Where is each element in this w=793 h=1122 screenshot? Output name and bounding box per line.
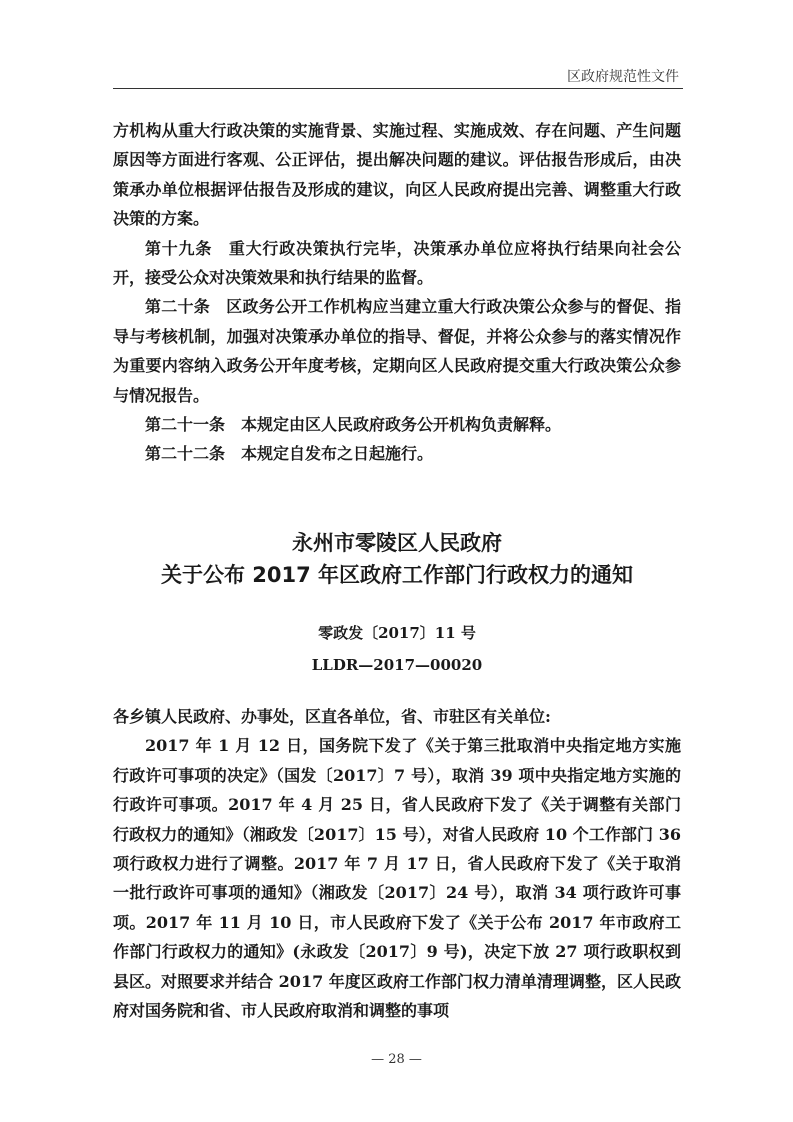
page-number: — 28 —	[371, 1052, 422, 1067]
registration-code: LLDR—2017—00020	[311, 656, 483, 674]
page-header	[113, 62, 683, 89]
section-articles	[113, 116, 681, 469]
notice-paragraph: 2017 年 1 月 12 日，国务院下发了《关于第三批取消中央指定地方实施行政许可事项的决定》（国发〔2017〕7 号），取消 39 项中央指定地方实施的行政许可事项。2017 年 4 月 25 日，省人民政府下发了《关于调整有关部门行政权力的通知》（湘政发〔2017〕15 号），对省人民政府 10 个工作部门 36 项行政权力进行了调整。2017 年 7 月 17 日，省人民政府下发了《关于取消一批行政许可事项的通知》（湘政发〔2017〕24 号），取消 34 项行政许可事项。2017 年 11 月 10 日，市人民政府下发了《关于公布 2017 年市政府工作部门行政权力的通知》(永政发〔2017〕9 号)，决定下放 27 项行政职权到县区。对照要求并结合 2017 年度区政府工作部门权力清单清理调整，区人民政府对国务院和省、市人民政府取消和调整的事项	[113, 736, 681, 1021]
article-21: 第二十一条 本规定由区人民政府政务公开机构负责解释。	[145, 415, 562, 435]
paragraph-continuation: 方机构从重大行政决策的实施背景、实施过程、实施成效、存在问题、产生问题原因等方面进行客观、公正评估，提出解决问题的建议。评估报告形成后，由决策承办单位根据评估报告及形成的建议，向区人民政府提出完善、调整重大行政决策的方案。	[113, 121, 681, 229]
header-title: 区政府规范性文件	[567, 69, 679, 85]
doc-number: 零政发〔2017〕11 号	[318, 624, 476, 642]
notice-title-line2: 关于公布 2017 年区政府工作部门行政权力的通知	[160, 563, 634, 587]
notice-title	[113, 527, 681, 591]
addressee: 各乡镇人民政府、办事处，区直各单位，省、市驻区有关单位:	[113, 707, 551, 726]
article-19: 第十九条 重大行政决策执行完毕，决策承办单位应将执行结果向社会公开，接受公众对决策效果和执行结果的监督。	[113, 238, 681, 288]
article-20: 第二十条 区政务公开工作机构应当建立重大行政决策公众参与的督促、指导与考核机制，加强对决策承办单位的指导、督促，并将公众参与的落实情况作为重要内容纳入政务公开年度考核，定期向区人民政府提交重大行政决策公众参与情况报告。	[113, 297, 681, 405]
article-22: 第二十二条 本规定自发布之日起施行。	[145, 444, 434, 464]
notice-title-line1: 永州市零陵区人民政府	[292, 531, 502, 555]
notice-body	[113, 702, 681, 1025]
notice-doc-info	[113, 617, 681, 681]
